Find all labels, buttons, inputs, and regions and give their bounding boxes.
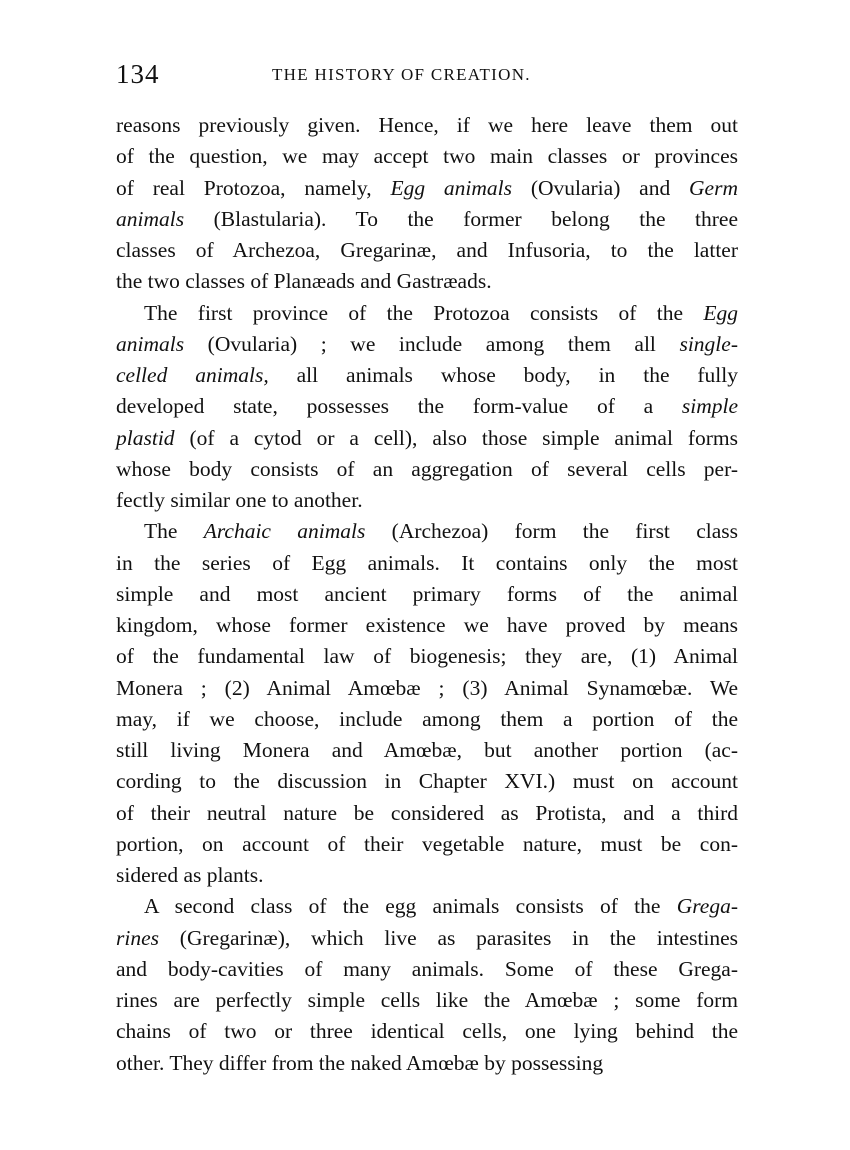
text-line xyxy=(116,610,738,641)
text-span: may, if we choose, include among them a portion of the xyxy=(116,706,738,731)
text-line xyxy=(116,423,738,454)
text-line xyxy=(116,485,738,516)
text-line xyxy=(116,954,738,985)
text-line xyxy=(116,516,738,547)
italic-text: Egg animals xyxy=(390,175,512,200)
text-line xyxy=(116,579,738,610)
text-span: (Ovularia) and xyxy=(512,175,690,200)
text-line xyxy=(116,985,738,1016)
text-line xyxy=(116,391,738,422)
italic-text: single- xyxy=(679,331,738,356)
body-text xyxy=(116,110,738,1079)
text-span: (Archezoa) form the first class xyxy=(365,519,738,544)
text-span: (Gregarinæ), which live as parasites in the intestines xyxy=(159,925,738,950)
paragraph xyxy=(116,298,738,517)
text-span: sidered as plants. xyxy=(116,863,264,887)
text-line xyxy=(116,141,738,172)
text-line xyxy=(116,266,738,297)
text-span: rines are perfectly simple cells like the Amœbæ ; some form xyxy=(116,988,738,1012)
text-span: classes of Archezoa, Gregarinæ, and Infusoria, to the latter xyxy=(116,238,738,262)
text-span: (Ovularia) ; we include among them all xyxy=(184,331,680,356)
text-span: cording to the discussion in Chapter XVI.) must on account xyxy=(116,769,738,794)
text-line xyxy=(116,704,738,735)
text-line xyxy=(116,1016,738,1047)
italic-text: simple xyxy=(681,394,738,419)
page-number: 134 xyxy=(116,59,160,89)
text-line xyxy=(116,1048,738,1079)
text-span: portion, on account of their vegetable nature, must be con- xyxy=(116,831,738,856)
italic-text: animals xyxy=(116,206,185,231)
text-line xyxy=(116,110,738,141)
italic-text: Germ xyxy=(689,175,738,200)
text-span: (of a cytod or a cell), also those simple animal forms xyxy=(174,425,738,450)
text-span: The xyxy=(144,519,204,544)
text-span: (Blastularia). To the former belong the three xyxy=(184,206,738,231)
italic-text: rines xyxy=(116,925,159,950)
text-line xyxy=(116,829,738,860)
paragraph xyxy=(116,891,738,1079)
text-span: all animals whose body, in the fully xyxy=(268,363,739,387)
text-line xyxy=(116,923,738,954)
text-span: of the question, we may accept two main classes or provinces xyxy=(116,144,738,169)
text-span: the two classes of Planæads and Gastræads. xyxy=(116,269,492,294)
text-span: whose body consists of an aggregation of several cells per- xyxy=(116,456,738,481)
text-line xyxy=(116,798,738,829)
text-span: other. They differ from the naked Amœbæ by possessing xyxy=(116,1050,604,1075)
text-span: of the fundamental law of biogenesis; they are, (1) Animal xyxy=(116,644,738,669)
italic-text: Archaic animals xyxy=(203,519,366,544)
text-span: The first province of the Protozoa consists of the xyxy=(144,300,704,325)
italic-text: plastid xyxy=(116,425,175,450)
text-line xyxy=(116,360,738,391)
text-line xyxy=(116,860,738,891)
text-span: simple and most ancient primary forms of the animal xyxy=(116,581,738,606)
paragraph xyxy=(116,516,738,891)
text-line xyxy=(116,173,738,204)
text-line xyxy=(116,235,738,266)
text-line xyxy=(116,641,738,672)
text-line xyxy=(116,548,738,579)
italic-text: Egg xyxy=(703,300,738,325)
paragraph xyxy=(116,110,738,298)
italic-text: animals xyxy=(116,331,185,356)
text-span: fectly similar one to another. xyxy=(116,488,363,512)
text-span: Monera ; (2) Animal Amœbæ ; (3) Animal Synamœbæ. We xyxy=(116,675,738,700)
text-line xyxy=(116,673,738,704)
italic-text: Grega- xyxy=(676,894,738,919)
text-line xyxy=(116,891,738,922)
text-span: and body-cavities of many animals. Some of these Grega- xyxy=(116,956,738,981)
text-line xyxy=(116,329,738,360)
text-line xyxy=(116,298,738,329)
text-span: A second class of the egg animals consists of the xyxy=(144,894,677,919)
text-line xyxy=(116,454,738,485)
running-head xyxy=(116,58,738,90)
text-span: in the series of Egg animals. It contains only the most xyxy=(116,550,738,575)
text-span: of their neutral nature be considered as Protista, and a third xyxy=(116,800,738,825)
text-span: kingdom, whose former existence we have proved by means xyxy=(116,613,738,637)
text-line xyxy=(116,735,738,766)
text-span: of real Protozoa, namely, xyxy=(116,175,391,200)
text-span: chains of two or three identical cells, one lying behind the xyxy=(116,1019,738,1044)
text-span: still living Monera and Amœbæ, but another portion (ac- xyxy=(116,738,738,762)
text-span: reasons previously given. Hence, if we here leave them out xyxy=(116,113,738,137)
running-title: THE HISTORY OF CREATION. xyxy=(272,65,531,84)
text-span: developed state, possesses the form-value of a xyxy=(116,394,682,419)
italic-text: celled animals, xyxy=(116,363,269,387)
text-line xyxy=(116,204,738,235)
text-line xyxy=(116,766,738,797)
